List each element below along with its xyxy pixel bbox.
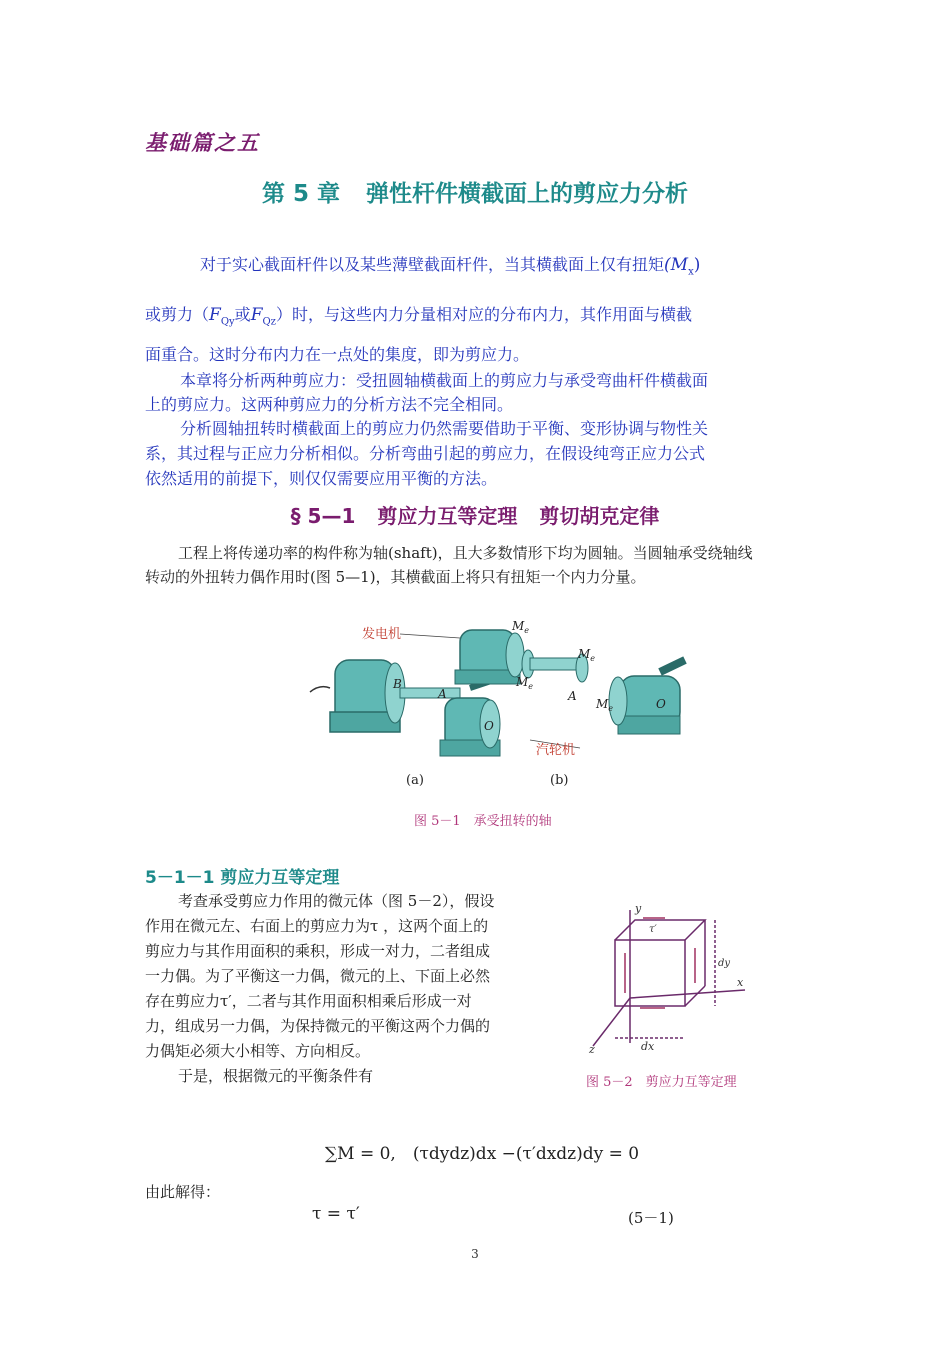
equation-equilibrium: ∑M = 0, (τdydz)dx −(τ′dxdz)dy = 0	[325, 1144, 640, 1164]
sub-body-line-4: 一力偶。为了平衡这一力偶，微元的上、下面上必然	[145, 967, 491, 985]
intro-line-1: 对于实心截面杆件以及某些薄壁截面杆件，当其横截面上仅有扭矩$(M_x)$	[200, 255, 701, 278]
section-title: § 5—1 剪应力互等定理 剪切胡克定律	[290, 504, 660, 528]
label-turbine: 汽轮机	[536, 743, 576, 758]
label-b: B	[393, 677, 402, 691]
sub-body-line-7: 力偶矩必须大小相等、方向相反。	[145, 1042, 371, 1060]
intro-line-3: 面重合。这时分布内力在一点处的集度，即为剪应力。	[145, 345, 530, 364]
intro-p2-line-2: 上的剪应力。这两种剪应力的分析方法不完全相同。	[145, 395, 514, 414]
chapter-title	[0, 175, 950, 208]
equation-result: τ = τ′	[312, 1204, 360, 1224]
section-body-line-1: 工程上将传递功率的构件称为轴(shaft)，且大多数情形下均为圆轴。当圆轴承受绕轴线	[178, 544, 753, 562]
generator-top	[455, 630, 524, 684]
label-generator: 发电机	[362, 627, 402, 642]
axis-z-label: z	[589, 1043, 595, 1056]
sub-body-line-1: 考查承受剪应力作用的微元体（图 5－2），假设	[178, 892, 495, 910]
dy-label: dy	[718, 958, 731, 969]
intro-p3-line-3: 依然适用的前提下，则仅仅需要应用平衡的方法。	[145, 469, 498, 488]
subfigure-a-label: (a)	[406, 773, 424, 788]
chapter-name: 弹性杆件横截面上的剪应力分析	[366, 181, 689, 207]
generator-machine	[310, 660, 405, 732]
section-body-line-2: 转动的外扭转力偶作用时(图 5—1)，其横截面上将只有扭矩一个内力分量。	[145, 568, 646, 586]
subsection-title: 5－1－1 剪应力互等定理	[145, 868, 340, 888]
figure-2-caption: 图 5－2 剪应力互等定理	[586, 1075, 737, 1090]
label-me-4: $M_e$	[596, 697, 614, 713]
sub-body-line-5: 存在剪应力τ′，二者与其作用面积相乘后形成一对	[145, 992, 472, 1010]
sub-body-line-2: 作用在微元左、右面上的剪应力为τ ，这两个面上的	[145, 917, 489, 935]
intro-p2-line-1: 本章将分析两种剪应力：受扭圆轴横截面上的剪应力与承受弯曲杆件横截面	[180, 371, 709, 390]
label-me-3: $M_e$	[516, 675, 534, 691]
figure-shaft-diagram	[300, 612, 690, 792]
intro-line-2: 或剪力（$F_{Qy}$或$F_{Qz}$）时，与这些内力分量相对应的分布内力，其作用面与横截	[145, 305, 692, 328]
axis-x-label: x	[737, 976, 744, 989]
sub-body-line-8: 于是，根据微元的平衡条件有	[178, 1067, 374, 1085]
label-me-2: $M_e$	[578, 647, 596, 663]
dx-label: dx	[641, 1040, 655, 1053]
solve-text: 由此解得：	[145, 1183, 221, 1201]
sub-body-line-3: 剪应力与其作用面积的乘积，形成一对力，二者组成	[145, 942, 491, 960]
intro-p3-line-2: 系，其过程与正应力分析相似。分析弯曲引起的剪应力，在假设纯弯正应力公式	[145, 444, 706, 463]
intro-p3-line-1: 分析圆轴扭转时横截面上的剪应力仍然需要借助于平衡、变形协调与物性关	[180, 419, 709, 438]
label-a-2: A	[568, 689, 577, 703]
label-a-1: A	[438, 687, 447, 701]
subfigure-b-label: (b)	[550, 773, 569, 788]
series-label: 基础篇之五	[145, 130, 260, 155]
axis-y-label: y	[635, 902, 642, 915]
label-o-1: O	[484, 719, 494, 733]
figure-1-caption: 图 5－1 承受扭转的轴	[414, 814, 552, 829]
sub-body-line-6: 力，组成另一力偶，为保持微元的平衡这两个力偶的	[145, 1017, 491, 1035]
label-o-2: O	[656, 697, 666, 711]
label-me-1: $M_e$	[512, 619, 530, 635]
page-number: 3	[471, 1247, 479, 1261]
figure-element-cube	[585, 898, 755, 1058]
tau-prime-label: τ′	[649, 924, 657, 935]
equation-number: (5－1)	[628, 1209, 674, 1227]
chapter-number: 第 5 章	[261, 181, 341, 207]
turbine-machine-b	[609, 660, 685, 734]
